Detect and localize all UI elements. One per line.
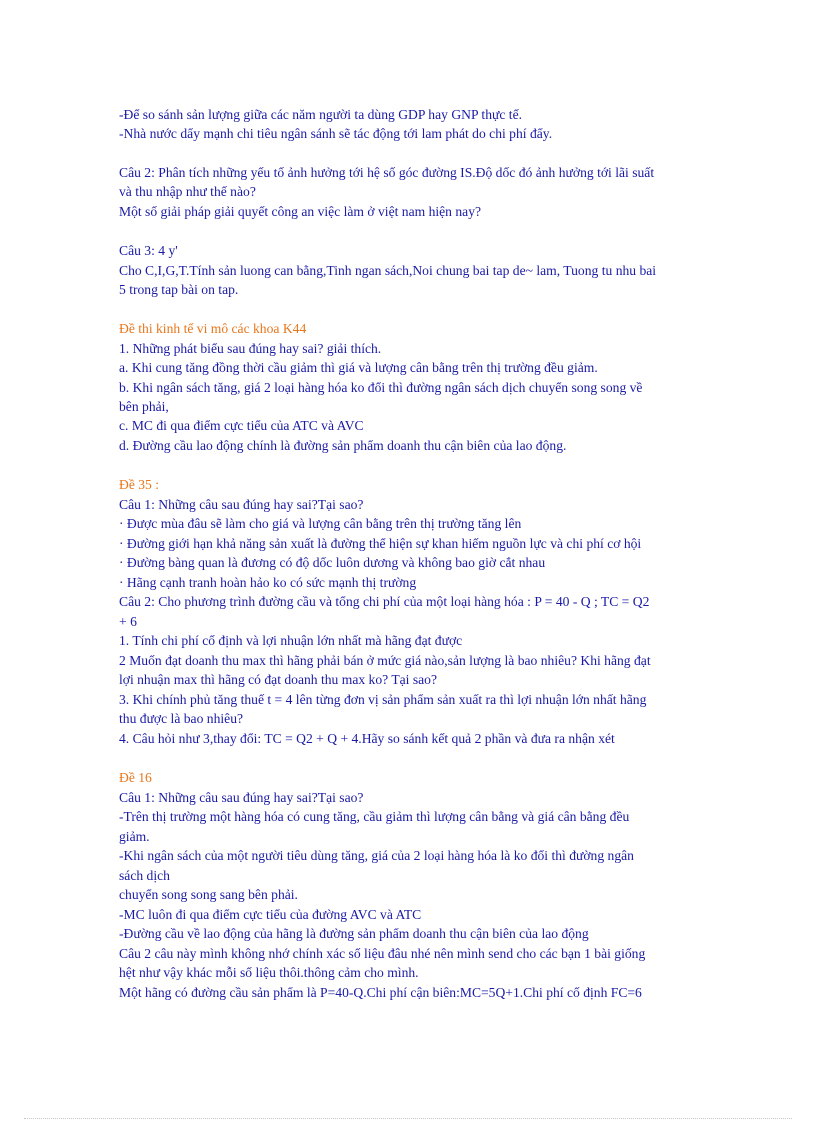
text-line: sách dịch	[119, 868, 170, 883]
text-line: thu được là bao nhiêu?	[119, 711, 244, 726]
text-line: Câu 2: Cho phương trình đường cầu và tổng chi phí của một loại hàng hóa : P = 40 - Q ; TC = Q2	[119, 594, 650, 609]
text-line: 4. Câu hỏi như 3,thay đổi: TC = Q2 + Q + 4.Hãy so sánh kết quả 2 phần và đưa ra nhận xét	[119, 731, 615, 746]
text-line: · Được mùa đâu sẽ làm cho giá và lượng cân bằng trên thị trường tăng lên	[119, 516, 522, 531]
text-line: -Nhà nước dẩy mạnh chi tiêu ngân sánh sẽ tác động tới lam phát do chi phí đẩy.	[119, 126, 553, 141]
section-heading: Đề thi kinh tế vi mô các khoa K44	[119, 321, 307, 336]
text-line: bên phải,	[119, 399, 169, 414]
section-heading: Đề 16	[119, 770, 152, 785]
text-line: Một hãng có đường cầu sản phẩm là P=40-Q.Chi phí cận biên:MC=5Q+1.Chi phí cố định FC=6	[119, 985, 642, 1000]
text-line: -Để so sánh sản lượng giữa các năm người ta dùng GDP hay GNP thực tế.	[119, 107, 522, 122]
text-line: Câu 2 câu này mình không nhớ chính xác số liệu đâu nhé nên mình send cho các bạn 1 bài giống	[119, 946, 646, 961]
text-line: giảm.	[119, 829, 150, 844]
text-line: -Khi ngân sách của một người tiêu dùng tăng, giá của 2 loại hàng hóa là ko đổi thì đường ngân	[119, 848, 634, 863]
text-line: · Đường giới hạn khả năng sản xuất là đường thể hiện sự khan hiếm nguồn lực và chi phí cơ hội	[119, 536, 642, 551]
text-line: và thu nhập như thế nào?	[119, 184, 256, 199]
text-line: Một số giải pháp giải quyết công an việc làm ở việt nam hiện nay?	[119, 204, 482, 219]
text-line: Cho C,I,G,T.Tính sản luong can bằng,Tinh ngan sách,Noi chung bai tap de~ lam, Tuong tu nhu bai	[119, 263, 657, 278]
text-line: 5 trong tap bài on tap.	[119, 282, 239, 297]
text-line: 3. Khi chính phủ tăng thuế t = 4 lên từng đơn vị sản phẩm sản xuất ra thì lợi nhuận lớn nhất hãng	[119, 692, 647, 707]
text-line: Câu 3: 4 y'	[119, 243, 178, 258]
text-line: 1. Những phát biểu sau đúng hay sai? giải thích.	[119, 341, 382, 356]
text-line: Câu 1: Những câu sau đúng hay sai?Tại sao?	[119, 790, 364, 805]
page-bottom-divider	[24, 1118, 792, 1119]
text-line: · Đường bàng quan là đương có độ dốc luôn dương và không bao giờ cắt nhau	[119, 555, 546, 570]
section-heading: Đề 35 :	[119, 477, 160, 492]
text-line: d. Đường cầu lao động chính là đường sản phẩm doanh thu cận biên của lao động.	[119, 438, 567, 453]
text-line: · Hãng cạnh tranh hoàn hảo ko có sức mạnh thị trường	[119, 575, 417, 590]
text-line: Câu 1: Những câu sau đúng hay sai?Tại sao?	[119, 497, 364, 512]
text-line: chuyển song song sang bên phải.	[119, 887, 298, 902]
text-line: a. Khi cung tăng đồng thời cầu giảm thì giá và lượng cân bằng trên thị trường đều giảm.	[119, 360, 598, 375]
text-line: + 6	[119, 614, 137, 629]
text-line: hệt như vậy khác mỗi số liệu thôi.thông cảm cho mình.	[119, 965, 419, 980]
text-line: -Trên thị trường một hàng hóa có cung tăng, cầu giảm thì lượng cân bằng và giá cân bằng đều	[119, 809, 630, 824]
text-line: Câu 2: Phân tích những yếu tố ảnh hưởng tới hệ số góc đường IS.Độ dốc đó ảnh hưởng tới lãi suất	[119, 165, 655, 180]
text-line: c. MC đi qua điểm cực tiểu của ATC và AVC	[119, 418, 364, 433]
text-line: lợi nhuận max thì hãng có đạt doanh thu max ko? Tại sao?	[119, 672, 438, 687]
text-line: 2 Muốn đạt doanh thu max thì hãng phải bán ở mức giá nào,sản lượng là bao nhiêu? Khi hãng đạt	[119, 653, 651, 668]
text-line: -MC luôn đi qua điểm cực tiểu của đường AVC và ATC	[119, 907, 422, 922]
text-line: -Đường cầu về lao động của hãng là đường sản phẩm doanh thu cận biên của lao động	[119, 926, 589, 941]
text-line: b. Khi ngân sách tăng, giá 2 loại hàng hóa ko đổi thì đường ngân sách dịch chuyển song song về	[119, 380, 643, 395]
text-line: 1. Tính chi phí cố định và lợi nhuận lớn nhất mà hãng đạt được	[119, 633, 463, 648]
